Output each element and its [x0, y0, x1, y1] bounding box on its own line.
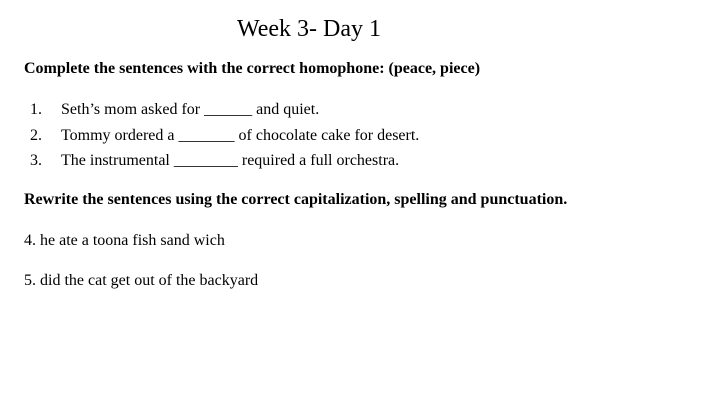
item-text: The instrumental ________ required a full orchestra.: [61, 152, 400, 169]
item-text: Seth’s mom asked for ______ and quiet.: [61, 101, 320, 118]
section2-instructions: Rewrite the sentences using the correct capitalization, spelling and punctuation.: [24, 191, 568, 208]
item-number: 3.: [30, 152, 42, 169]
item-text: Tommy ordered a _______ of chocolate cake for desert.: [61, 126, 420, 144]
list-item: [30, 123, 419, 149]
item-number: 2.: [30, 126, 42, 144]
item-number: 1.: [30, 101, 42, 118]
list-item: [30, 148, 419, 174]
rewrite-sentence-5: 5. did the cat get out of the backyard: [24, 272, 259, 289]
section1-instructions: Complete the sentences with the correct homophone: (peace, piece): [24, 60, 481, 77]
rewrite-sentence-4: 4. he ate a toona fish sand wich: [24, 232, 225, 249]
list-item: [30, 97, 419, 123]
page-title: Week 3- Day 1: [237, 16, 382, 42]
homophone-sentence-list: [30, 97, 419, 174]
